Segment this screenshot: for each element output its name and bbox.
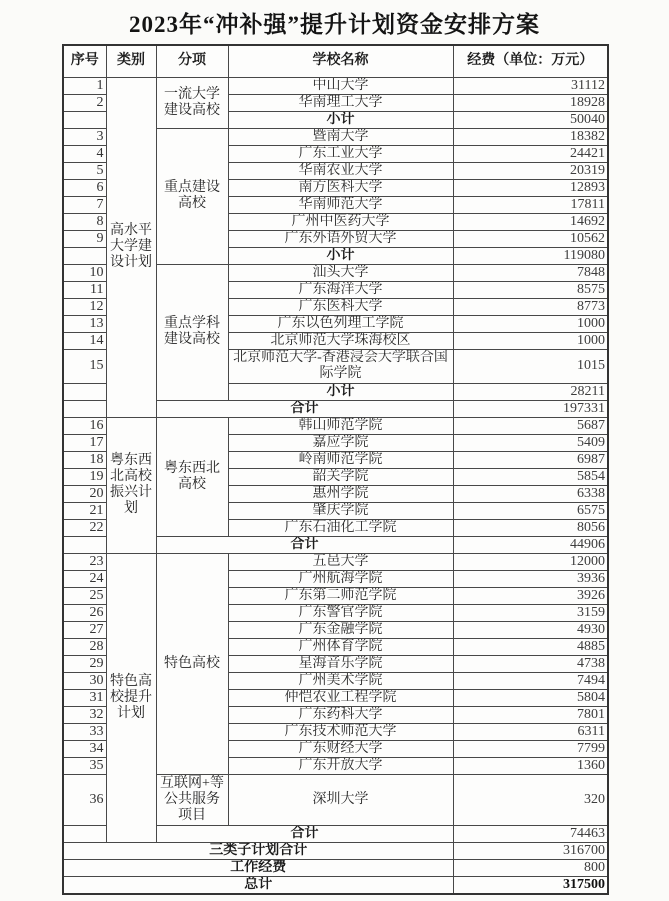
amount-cell: 20319: [453, 162, 608, 179]
school-name-cell: 华南农业大学: [228, 162, 453, 179]
table-body: [63, 77, 608, 894]
amount-cell: 28211: [453, 383, 608, 400]
column-header: 经费（单位：万元）: [453, 45, 608, 77]
seq-cell: 35: [63, 757, 106, 774]
amount-cell: 6311: [453, 723, 608, 740]
school-name-cell: 广东外语外贸大学: [228, 230, 453, 247]
seq-cell: 2: [63, 94, 106, 111]
amount-cell: 317500: [453, 876, 608, 894]
page-title: 2023年“冲补强”提升计划资金安排方案: [129, 12, 540, 37]
amount-cell: 18382: [453, 128, 608, 145]
amount-cell: 10562: [453, 230, 608, 247]
seq-cell: [63, 825, 106, 842]
school-name-cell: 广东技术师范大学: [228, 723, 453, 740]
header-row: [63, 45, 608, 77]
school-name-cell: 中山大学: [228, 77, 453, 94]
seq-cell: 1: [63, 77, 106, 94]
fund-allocation-table: [62, 44, 609, 895]
school-name-cell: 南方医科大学: [228, 179, 453, 196]
amount-cell: 14692: [453, 213, 608, 230]
seq-cell: 15: [63, 349, 106, 383]
subtotal-label-cell: 小计: [228, 111, 453, 128]
amount-cell: 1360: [453, 757, 608, 774]
subitem-cell: 互联网+等公共服务项目: [156, 774, 228, 825]
amount-cell: 24421: [453, 145, 608, 162]
amount-cell: 5804: [453, 689, 608, 706]
subtotal-label-cell: 小计: [228, 383, 453, 400]
table-row: [63, 417, 608, 434]
school-name-cell: 广州航海学院: [228, 570, 453, 587]
summary-label-cell: 三类子计划合计: [63, 842, 453, 859]
school-name-cell: 广东海洋大学: [228, 281, 453, 298]
amount-cell: 7801: [453, 706, 608, 723]
amount-cell: 1000: [453, 315, 608, 332]
table-row: [63, 876, 608, 894]
seq-cell: 16: [63, 417, 106, 434]
school-name-cell: 韩山师范学院: [228, 417, 453, 434]
seq-cell: 19: [63, 468, 106, 485]
amount-cell: 316700: [453, 842, 608, 859]
amount-cell: 18928: [453, 94, 608, 111]
amount-cell: 8773: [453, 298, 608, 315]
seq-cell: 8: [63, 213, 106, 230]
seq-cell: 31: [63, 689, 106, 706]
amount-cell: 7494: [453, 672, 608, 689]
subitem-cell: 一流大学建设高校: [156, 77, 228, 128]
school-name-cell: 五邑大学: [228, 553, 453, 570]
seq-cell: 18: [63, 451, 106, 468]
amount-cell: 17811: [453, 196, 608, 213]
seq-cell: 13: [63, 315, 106, 332]
school-name-cell: 广东开放大学: [228, 757, 453, 774]
category-cell: 高水平大学建设计划: [106, 77, 156, 417]
school-name-cell: 嘉应学院: [228, 434, 453, 451]
seq-cell: 27: [63, 621, 106, 638]
seq-cell: 33: [63, 723, 106, 740]
seq-cell: 17: [63, 434, 106, 451]
school-name-cell: 深圳大学: [228, 774, 453, 825]
amount-cell: 320: [453, 774, 608, 825]
seq-cell: 22: [63, 519, 106, 536]
column-header: 学校名称: [228, 45, 453, 77]
seq-cell: 32: [63, 706, 106, 723]
amount-cell: 8056: [453, 519, 608, 536]
school-name-cell: 岭南师范学院: [228, 451, 453, 468]
school-name-cell: 华南师范大学: [228, 196, 453, 213]
column-header: 类别: [106, 45, 156, 77]
column-header: 序号: [63, 45, 106, 77]
table-row: [63, 77, 608, 94]
school-name-cell: 北京师范大学-香港浸会大学联合国际学院: [228, 349, 453, 383]
amount-cell: 4885: [453, 638, 608, 655]
subitem-cell: 粤东西北高校: [156, 417, 228, 536]
amount-cell: 44906: [453, 536, 608, 553]
amount-cell: 6987: [453, 451, 608, 468]
school-name-cell: 广州中医药大学: [228, 213, 453, 230]
school-name-cell: 汕头大学: [228, 264, 453, 281]
group-total-label-cell: 合计: [156, 825, 453, 842]
seq-cell: 36: [63, 774, 106, 825]
seq-cell: 26: [63, 604, 106, 621]
summary-label-cell: 工作经费: [63, 859, 453, 876]
amount-cell: 31112: [453, 77, 608, 94]
table-row: [63, 553, 608, 570]
school-name-cell: 广东药科大学: [228, 706, 453, 723]
school-name-cell: 广东财经大学: [228, 740, 453, 757]
subitem-cell: 特色高校: [156, 553, 228, 774]
seq-cell: 10: [63, 264, 106, 281]
seq-cell: [63, 383, 106, 400]
amount-cell: 5854: [453, 468, 608, 485]
school-name-cell: 北京师范大学珠海校区: [228, 332, 453, 349]
seq-cell: 7: [63, 196, 106, 213]
amount-cell: 3926: [453, 587, 608, 604]
category-cell: 粤东西北高校振兴计划: [106, 417, 156, 553]
seq-cell: 14: [63, 332, 106, 349]
seq-cell: 24: [63, 570, 106, 587]
amount-cell: 1000: [453, 332, 608, 349]
amount-cell: 50040: [453, 111, 608, 128]
category-cell: 特色高校提升计划: [106, 553, 156, 842]
seq-cell: [63, 536, 106, 553]
seq-cell: 5: [63, 162, 106, 179]
seq-cell: 12: [63, 298, 106, 315]
amount-cell: 7848: [453, 264, 608, 281]
school-name-cell: 广东第二师范学院: [228, 587, 453, 604]
amount-cell: 12893: [453, 179, 608, 196]
table-row: [63, 859, 608, 876]
amount-cell: 5409: [453, 434, 608, 451]
amount-cell: 3936: [453, 570, 608, 587]
document-page: [0, 6, 669, 901]
seq-cell: 34: [63, 740, 106, 757]
amount-cell: 4930: [453, 621, 608, 638]
seq-cell: 23: [63, 553, 106, 570]
amount-cell: 1015: [453, 349, 608, 383]
amount-cell: 12000: [453, 553, 608, 570]
seq-cell: 4: [63, 145, 106, 162]
school-name-cell: 星海音乐学院: [228, 655, 453, 672]
column-header: 分项: [156, 45, 228, 77]
seq-cell: 25: [63, 587, 106, 604]
amount-cell: 8575: [453, 281, 608, 298]
subtotal-label-cell: 小计: [228, 247, 453, 264]
school-name-cell: 广州美术学院: [228, 672, 453, 689]
school-name-cell: 广东石油化工学院: [228, 519, 453, 536]
amount-cell: 6575: [453, 502, 608, 519]
seq-cell: [63, 400, 106, 417]
school-name-cell: 广东工业大学: [228, 145, 453, 162]
school-name-cell: 广东金融学院: [228, 621, 453, 638]
amount-cell: 7799: [453, 740, 608, 757]
table-row: [63, 842, 608, 859]
seq-cell: 3: [63, 128, 106, 145]
subitem-cell: 重点学科建设高校: [156, 264, 228, 400]
seq-cell: [63, 111, 106, 128]
school-name-cell: 广东医科大学: [228, 298, 453, 315]
school-name-cell: 仲恺农业工程学院: [228, 689, 453, 706]
amount-cell: 800: [453, 859, 608, 876]
seq-cell: 30: [63, 672, 106, 689]
seq-cell: 20: [63, 485, 106, 502]
school-name-cell: 广州体育学院: [228, 638, 453, 655]
seq-cell: 28: [63, 638, 106, 655]
seq-cell: 11: [63, 281, 106, 298]
seq-cell: 6: [63, 179, 106, 196]
amount-cell: 4738: [453, 655, 608, 672]
school-name-cell: 华南理工大学: [228, 94, 453, 111]
school-name-cell: 惠州学院: [228, 485, 453, 502]
seq-cell: [63, 247, 106, 264]
school-name-cell: 肇庆学院: [228, 502, 453, 519]
amount-cell: 6338: [453, 485, 608, 502]
group-total-label-cell: 合计: [156, 536, 453, 553]
school-name-cell: 广东警官学院: [228, 604, 453, 621]
amount-cell: 119080: [453, 247, 608, 264]
group-total-label-cell: 合计: [156, 400, 453, 417]
seq-cell: 29: [63, 655, 106, 672]
school-name-cell: 暨南大学: [228, 128, 453, 145]
seq-cell: 9: [63, 230, 106, 247]
amount-cell: 74463: [453, 825, 608, 842]
seq-cell: 21: [63, 502, 106, 519]
amount-cell: 5687: [453, 417, 608, 434]
subitem-cell: 重点建设高校: [156, 128, 228, 264]
table-header: [63, 45, 608, 77]
school-name-cell: 广东以色列理工学院: [228, 315, 453, 332]
summary-label-cell: 总计: [63, 876, 453, 894]
amount-cell: 197331: [453, 400, 608, 417]
amount-cell: 3159: [453, 604, 608, 621]
school-name-cell: 韶关学院: [228, 468, 453, 485]
